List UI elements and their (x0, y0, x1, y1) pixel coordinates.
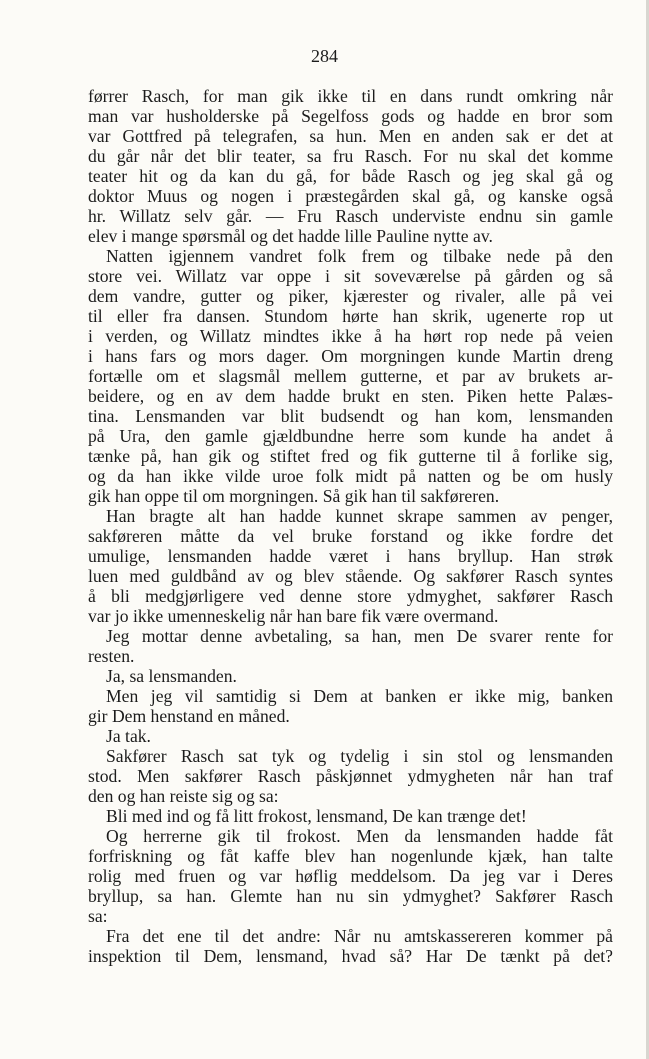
text-line: var Gottfred på telegrafen, sa hun. Men en anden sak er det at (88, 126, 613, 146)
text-line: i verden, og Willatz mindtes ikke å ha hørt rop nede på veien (88, 326, 613, 346)
text-line: dem vandre, gutter og piker, kjærester og rivaler, alle på vei (88, 286, 613, 306)
text-line: bryllup, sa han. Glemte han nu sin ydmyghet? Sakfører Rasch (88, 886, 613, 906)
page-number: 284 (311, 46, 338, 66)
text-line: gir Dem henstand en måned. (88, 706, 290, 726)
text-line: Men jeg vil samtidig si Dem at banken er ikke mig, banken (106, 686, 613, 706)
text-line: beidere, og en av dem hadde brukt en sten. Piken hette Palæs- (88, 386, 613, 406)
text-line: Ja, sa lensmanden. (106, 666, 237, 686)
text-line: teater hit og da kan du gå, for både Rasch og jeg skal gå og (88, 166, 613, 186)
text-line: tænke på, han gik og stiftet fred og fik gutterne til å forlike sig, (88, 446, 613, 466)
text-line: elev i mange spørsmål og det hadde lille Pauline nytte av. (88, 226, 493, 246)
text-line: forfriskning og fåt kaffe blev han nogenlunde kjæk, han talte (88, 846, 613, 866)
text-line: store vei. Willatz var oppe i sit soveværelse på gården og så (88, 266, 613, 286)
text-line: og da han ikke vilde uroe folk midt på natten og be om husly (88, 466, 613, 486)
text-line: umulige, lensmanden hadde været i hans bryllup. Han strøk (88, 546, 613, 566)
text-line: Jeg mottar denne avbetaling, sa han, men De svarer rente for (106, 626, 613, 646)
text-line: Natten igjennem vandret folk frem og tilbake nede på den (106, 246, 613, 266)
text-line: å bli medgjørligere ved denne store ydmyghet, sakfører Rasch (88, 586, 613, 606)
text-line: Bli med ind og få litt frokost, lensmand, De kan trænge det! (106, 806, 527, 826)
text-line: gik han oppe til om morgningen. Så gik han til sakføreren. (88, 486, 500, 506)
text-line: i hans fars og mors dager. Om morgningen kunde Martin dreng (88, 346, 613, 366)
text-line: til eller fra dansen. Stundom hørte han skrik, ugenerte rop ut (88, 306, 613, 326)
text-line: doktor Muus og nogen i præstegården skal gå, og kanske også (88, 186, 613, 206)
text-line: fortælle om et slagsmål mellem gutterne, et par av brukets ar- (88, 366, 613, 386)
text-line: rolig med fruen og var høflig meddelsom. Da jeg var i Deres (88, 866, 613, 886)
text-line: sakføreren måtte da vel bruke forstand og ikke fordre det (88, 526, 613, 546)
text-line: tina. Lensmanden var blit budsendt og han kom, lensmanden (88, 406, 613, 426)
text-line: den og han reiste sig og sa: (88, 786, 279, 806)
text-line: Og herrerne gik til frokost. Men da lensmanden hadde fåt (106, 826, 613, 846)
text-line: på Ura, den gamle gjældbundne herre som kunde ha andet å (88, 426, 613, 446)
text-line: Ja tak. (106, 726, 151, 746)
text-line: Sakfører Rasch sat tyk og tydelig i sin stol og lensmanden (106, 746, 613, 766)
text-line: Fra det ene til det andre: Når nu amtskassereren kommer på (106, 926, 613, 946)
body-text (88, 86, 613, 966)
text-line: Han bragte alt han hadde kunnet skrape sammen av penger, (106, 506, 613, 526)
text-line: inspektion til Dem, lensmand, hvad så? Har De tænkt på det? (88, 946, 613, 966)
text-line: førrer Rasch, for man gik ikke til en dans rundt omkring når (88, 86, 613, 106)
text-line: sa: (88, 906, 108, 926)
text-line: resten. (88, 646, 135, 666)
text-line: man var husholderske på Segelfoss gods og hadde en bror som (88, 106, 613, 126)
text-line: luen med guldbånd av og blev stående. Og sakfører Rasch syntes (88, 566, 613, 586)
text-line: stod. Men sakfører Rasch påskjønnet ydmygheten når han traf (88, 766, 613, 786)
text-line: var jo ikke umenneskelig når han bare fik være overmand. (88, 606, 499, 626)
text-line: du går når det blir teater, sa fru Rasch. For nu skal det komme (88, 146, 613, 166)
text-line: hr. Willatz selv går. — Fru Rasch underviste endnu sin gamle (88, 206, 613, 226)
